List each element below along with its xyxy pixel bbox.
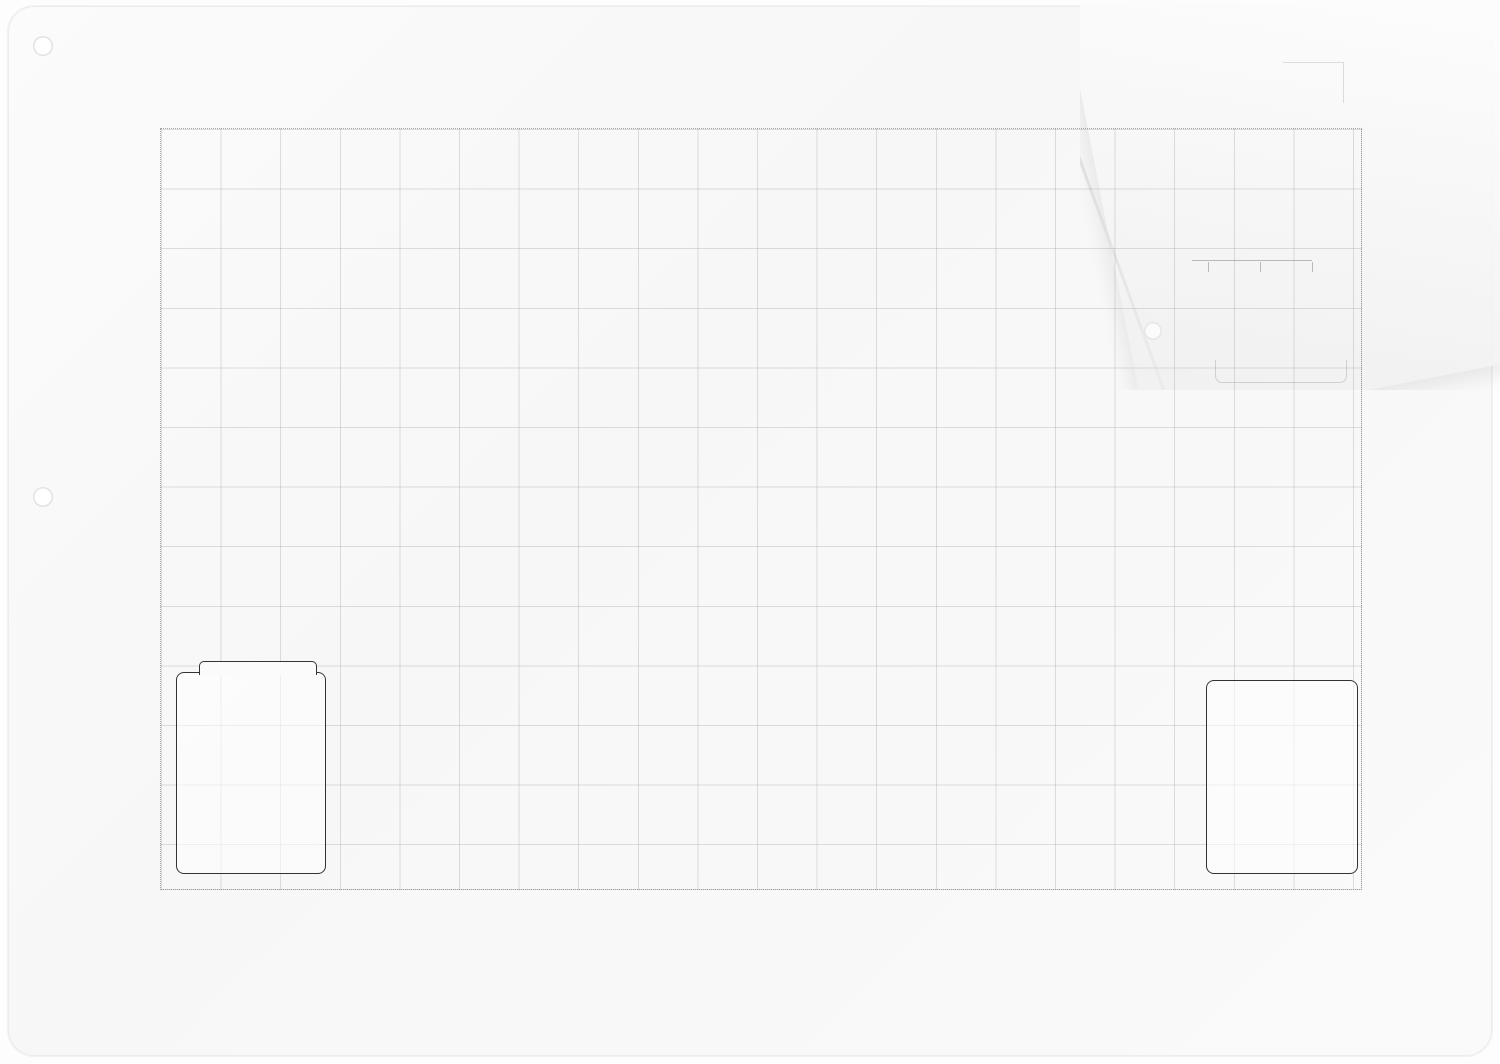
measure-chart bbox=[176, 672, 326, 874]
weight-conversion-chart bbox=[1206, 680, 1358, 874]
feature-icon-row bbox=[235, 900, 1345, 950]
mirrored-corner-lines bbox=[1283, 62, 1344, 103]
measure-chart-tab bbox=[199, 661, 317, 675]
hanging-hole bbox=[33, 36, 53, 56]
hanging-hole bbox=[33, 487, 53, 507]
measurement-grid bbox=[160, 128, 1362, 890]
